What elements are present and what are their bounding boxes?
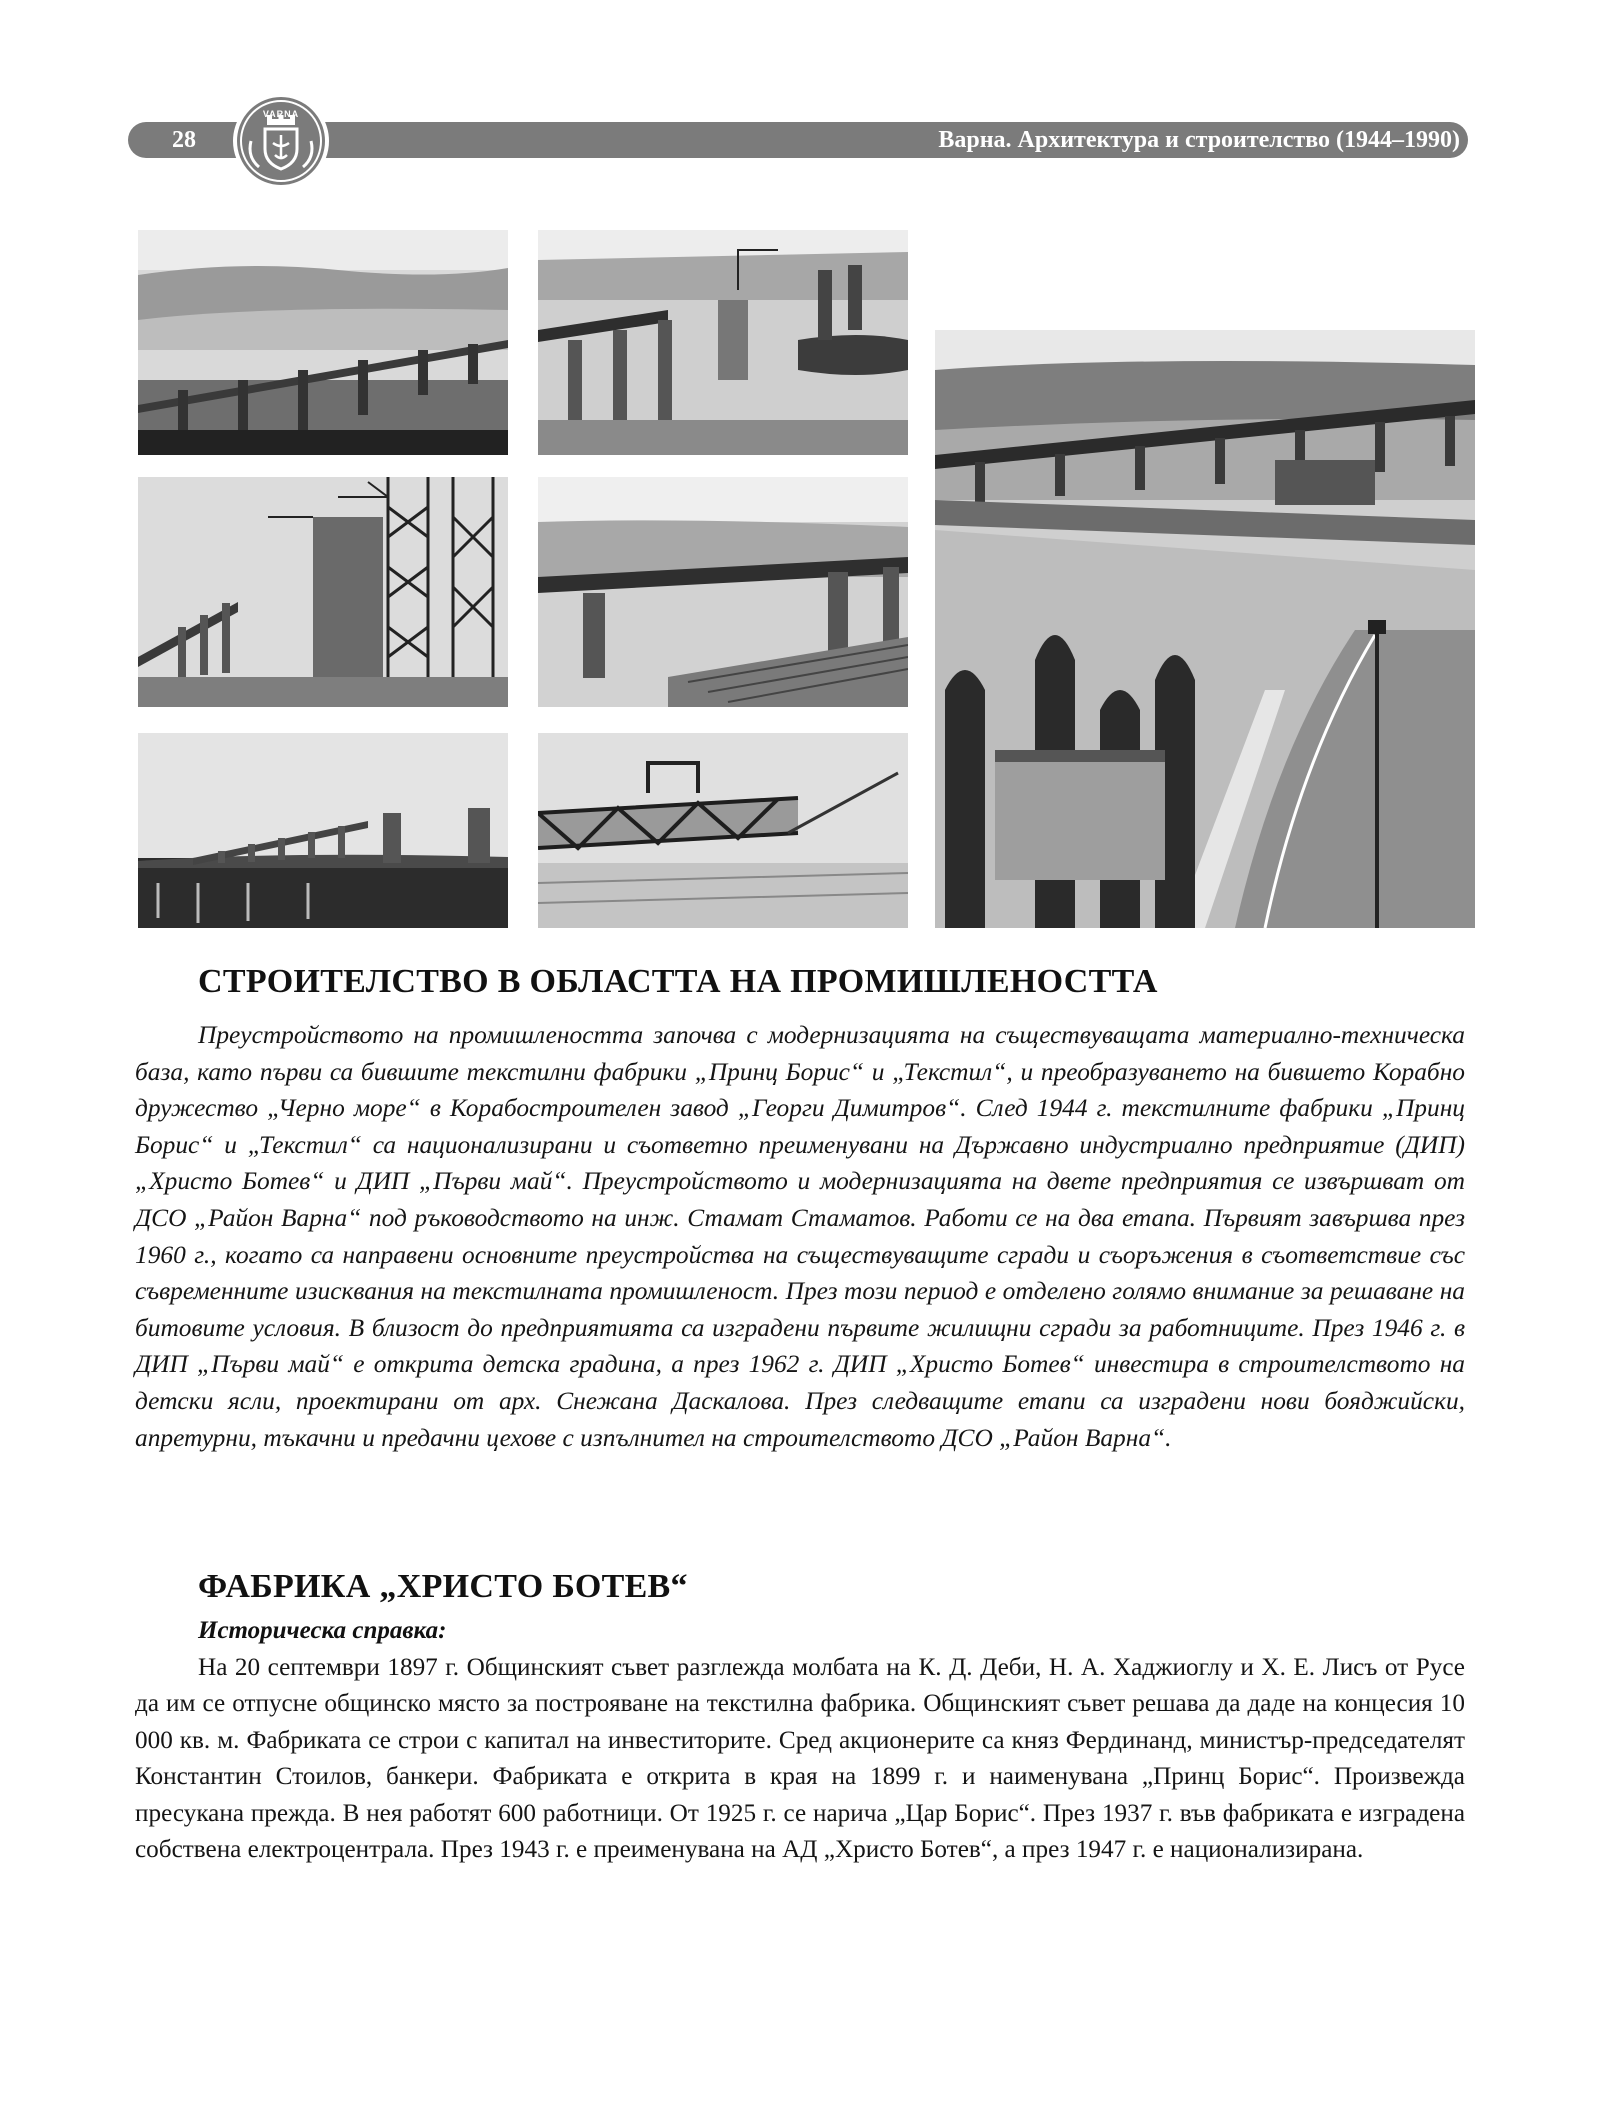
photo-bridge-truss-launching — [538, 733, 908, 928]
photo-asparuhov-bridge-panorama — [138, 230, 508, 455]
subheading-historical-note: Историческа справка: — [198, 1617, 447, 1644]
section-heading-industry: СТРОИТЕЛСТВО В ОБЛАСТТА НА ПРОМИШЛЕНОСТТА — [198, 963, 1158, 1000]
photo-bridge-span-assembly — [538, 477, 908, 707]
section-heading-hristo-botev-factory: ФАБРИКА „ХРИСТО БОТЕВ“ — [198, 1568, 688, 1605]
paragraph-factory-history: На 20 септември 1897 г. Общинският съвет разглежда молбата на К. Д. Деби, Н. А. Хаджиоглу и Х. Е. Лисъ от Русе да им се отпусне общинско място за построяване на текстилна фабрика. Общинският съвет решава да даде на концесия 10 000 кв. м. Фабриката се строи с капитал на инвеститорите. Сред акционерите са княз Фердинанд, министър-председателят Константин Стоилов, банкери. Фабриката е открита в края на 1899 г. и наименувана „Принц Борис“. Произвежда пресукана прежда. В нея работят 600 работници. От 1925 г. се нарича „Цар Борис“. През 1937 г. във фабриката е изградена собствена електроцентрала. През 1943 г. е преименувана на АД „Христо Ботев“, а през 1947 г. е национализирана. — [135, 1654, 1465, 1864]
emblem-text: VARNA — [262, 109, 300, 119]
varna-coat-of-arms-icon — [233, 93, 329, 189]
photo-bridge-over-water — [138, 733, 508, 928]
photo-bridge-pylon-cranes — [138, 477, 508, 707]
paragraph-industry: Преустройството на промишлеността започва с модернизацията на съществуващата материално-техническа база, като първи са бившите текстилни фабрики „Принц Борис“ и „Текстил“, и преобразуването на бившето Корабно дружество „Черно море“ в Корабостроителен завод „Георги Димитров“. След 1944 г. текстилните фабрики „Принц Борис“ и „Текстил“ са национализирани и съответно преименувани на Държавно индустриално предприятие (ДИП) „Христо Ботев“ и ДИП „Първи май“. Преустройството и модернизацията на двете предприятия се извършват от ДСО „Район Варна“ под ръководството на инж. Стамат Стаматов. Работи се на два етапа. Първият завършва през 1960 г., когато са направени основните преустройства на съществуващите сгради и съоръжения в съответствие със съвременните изисквания на текстилната промишленост. През този период е отделено голямо внимание за решаване на битовите условия. В близост до предприятията са изградени първите жилищни сгради за работниците. През 1946 г. в ДИП „Първи май“ е открита детска градина, а през 1962 г. ДИП „Христо Ботев“ инвестира в строителството на детски ясли, проектирани от арх. Снежана Даскалова. През следващите етапи са изградени нови бояджийски, апретурни, тъкачни и предачни цехове с изпълнител на строителството ДСО „Район Варна“. — [135, 1021, 1465, 1452]
photo-bridge-pillars-construction — [538, 230, 908, 455]
photo-bridge-city-view — [935, 330, 1475, 928]
page-number: 28 — [172, 127, 196, 153]
running-title: Варна. Архитектура и строителство (1944–1990) — [938, 127, 1460, 153]
